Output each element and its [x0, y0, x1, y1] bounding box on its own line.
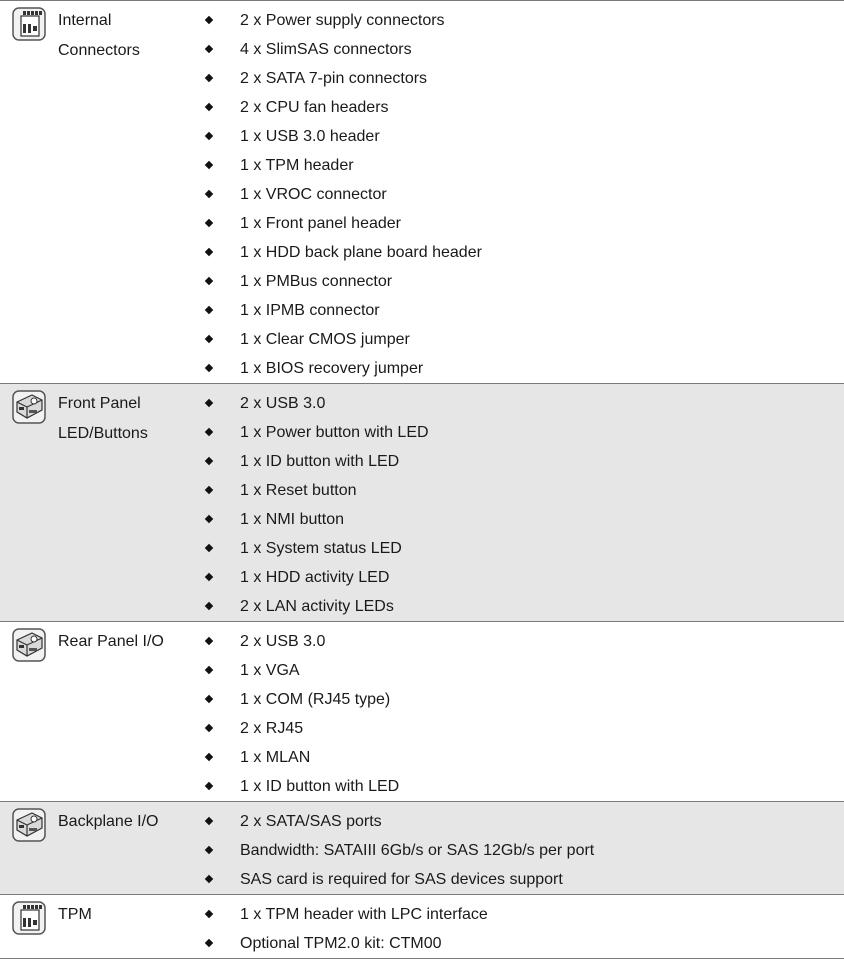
section-label: Internal Connectors — [58, 12, 140, 59]
diamond-bullet-icon — [205, 573, 213, 581]
spec-item-text: 2 x USB 3.0 — [240, 633, 326, 650]
spec-item-text: 1 x ID button with LED — [240, 453, 400, 470]
spec-list — [0, 622, 844, 801]
diamond-bullet-icon — [205, 190, 213, 198]
section-label: Front Panel LED/Buttons — [58, 395, 148, 442]
list-item — [0, 865, 844, 894]
spec-item-text: 1 x NMI button — [240, 511, 345, 528]
spec-item-text: 1 x IPMB connector — [240, 302, 380, 319]
spec-item-text: Bandwidth: SATAIII 6Gb/s or SAS 12Gb/s per port — [240, 842, 595, 859]
diamond-bullet-icon — [205, 939, 213, 947]
spec-item-text: 1 x System status LED — [240, 540, 402, 557]
spec-item-text: 2 x LAN activity LEDs — [240, 598, 394, 615]
diamond-bullet-icon — [205, 161, 213, 169]
diamond-bullet-icon — [205, 45, 213, 53]
diamond-bullet-icon — [205, 16, 213, 24]
spec-item-text: 1 x PMBus connector — [240, 273, 393, 290]
diamond-bullet-icon — [205, 219, 213, 227]
spec-item-text: SAS card is required for SAS devices support — [240, 871, 563, 888]
list-item — [0, 592, 844, 621]
spec-item-text: 1 x Front panel header — [240, 215, 401, 232]
spec-section — [0, 383, 844, 621]
spec-section — [0, 621, 844, 801]
spec-item-text: 2 x CPU fan headers — [240, 99, 389, 116]
list-item — [0, 534, 844, 563]
diamond-bullet-icon — [205, 335, 213, 343]
diamond-bullet-icon — [205, 602, 213, 610]
list-item — [0, 151, 844, 180]
spec-item-text: 1 x Clear CMOS jumper — [240, 331, 410, 348]
diamond-bullet-icon — [205, 399, 213, 407]
diamond-bullet-icon — [205, 910, 213, 918]
spec-list — [0, 1, 844, 383]
spec-item-text: 1 x BIOS recovery jumper — [240, 360, 424, 377]
diamond-bullet-icon — [205, 544, 213, 552]
spec-item-text: 2 x USB 3.0 — [240, 395, 326, 412]
diamond-bullet-icon — [205, 782, 213, 790]
diamond-bullet-icon — [205, 306, 213, 314]
diamond-bullet-icon — [205, 515, 213, 523]
spec-item-text: 1 x HDD activity LED — [240, 569, 390, 586]
diamond-bullet-icon — [205, 277, 213, 285]
spec-item-text: 1 x COM (RJ45 type) — [240, 691, 391, 708]
list-item — [0, 93, 844, 122]
diamond-bullet-icon — [205, 103, 213, 111]
diamond-bullet-icon — [205, 248, 213, 256]
spec-item-text: 2 x SATA/SAS ports — [240, 813, 382, 830]
diamond-bullet-icon — [205, 457, 213, 465]
diamond-bullet-icon — [205, 846, 213, 854]
spec-list — [0, 895, 844, 958]
list-item — [0, 64, 844, 93]
spec-item-text: 1 x ID button with LED — [240, 778, 400, 795]
spec-item-text: 1 x MLAN — [240, 749, 311, 766]
spec-item-text: 2 x SATA 7-pin connectors — [240, 70, 428, 87]
spec-item-text: 2 x Power supply connectors — [240, 12, 445, 29]
diamond-bullet-icon — [205, 364, 213, 372]
diamond-bullet-icon — [205, 695, 213, 703]
list-item — [0, 418, 844, 447]
list-item — [0, 209, 844, 238]
list-item — [0, 476, 844, 505]
spec-item-text: 1 x VROC connector — [240, 186, 387, 203]
spec-item-text: 1 x Power button with LED — [240, 424, 429, 441]
list-item — [0, 505, 844, 534]
spec-item-text: Optional TPM2.0 kit: CTM00 — [240, 935, 442, 952]
spec-item-text: 1 x USB 3.0 header — [240, 128, 380, 145]
list-item — [0, 325, 844, 354]
spec-section — [0, 801, 844, 894]
list-item — [0, 563, 844, 592]
spec-list — [0, 384, 844, 621]
diamond-bullet-icon — [205, 428, 213, 436]
section-label: Backplane I/O — [58, 813, 159, 830]
diamond-bullet-icon — [205, 724, 213, 732]
list-item — [0, 900, 844, 929]
diamond-bullet-icon — [205, 132, 213, 140]
list-item — [0, 180, 844, 209]
spec-item-text: 1 x HDD back plane board header — [240, 244, 482, 261]
section-label: TPM — [58, 906, 92, 923]
spec-section — [0, 0, 844, 383]
spec-section — [0, 894, 844, 959]
list-item — [0, 296, 844, 325]
list-item — [0, 685, 844, 714]
list-item — [0, 656, 844, 685]
list-item — [0, 836, 844, 865]
list-item — [0, 389, 844, 418]
spec-item-text: 1 x TPM header with LPC interface — [240, 906, 488, 923]
list-item — [0, 929, 844, 958]
diamond-bullet-icon — [205, 74, 213, 82]
diamond-bullet-icon — [205, 817, 213, 825]
list-item — [0, 6, 844, 35]
spec-item-text: 2 x RJ45 — [240, 720, 304, 737]
section-label: Rear Panel I/O — [58, 633, 164, 650]
list-item — [0, 35, 844, 64]
spec-item-text: 1 x Reset button — [240, 482, 357, 499]
list-item — [0, 122, 844, 151]
list-item — [0, 447, 844, 476]
diamond-bullet-icon — [205, 753, 213, 761]
list-item — [0, 627, 844, 656]
list-item — [0, 772, 844, 801]
spec-item-text: 1 x TPM header — [240, 157, 354, 174]
list-item — [0, 807, 844, 836]
diamond-bullet-icon — [205, 637, 213, 645]
list-item — [0, 354, 844, 383]
list-item — [0, 267, 844, 296]
spec-list — [0, 802, 844, 894]
diamond-bullet-icon — [205, 666, 213, 674]
list-item — [0, 743, 844, 772]
spec-item-text: 4 x SlimSAS connectors — [240, 41, 412, 58]
spec-item-text: 1 x VGA — [240, 662, 300, 679]
list-item — [0, 714, 844, 743]
diamond-bullet-icon — [205, 875, 213, 883]
list-item — [0, 238, 844, 267]
diamond-bullet-icon — [205, 486, 213, 494]
